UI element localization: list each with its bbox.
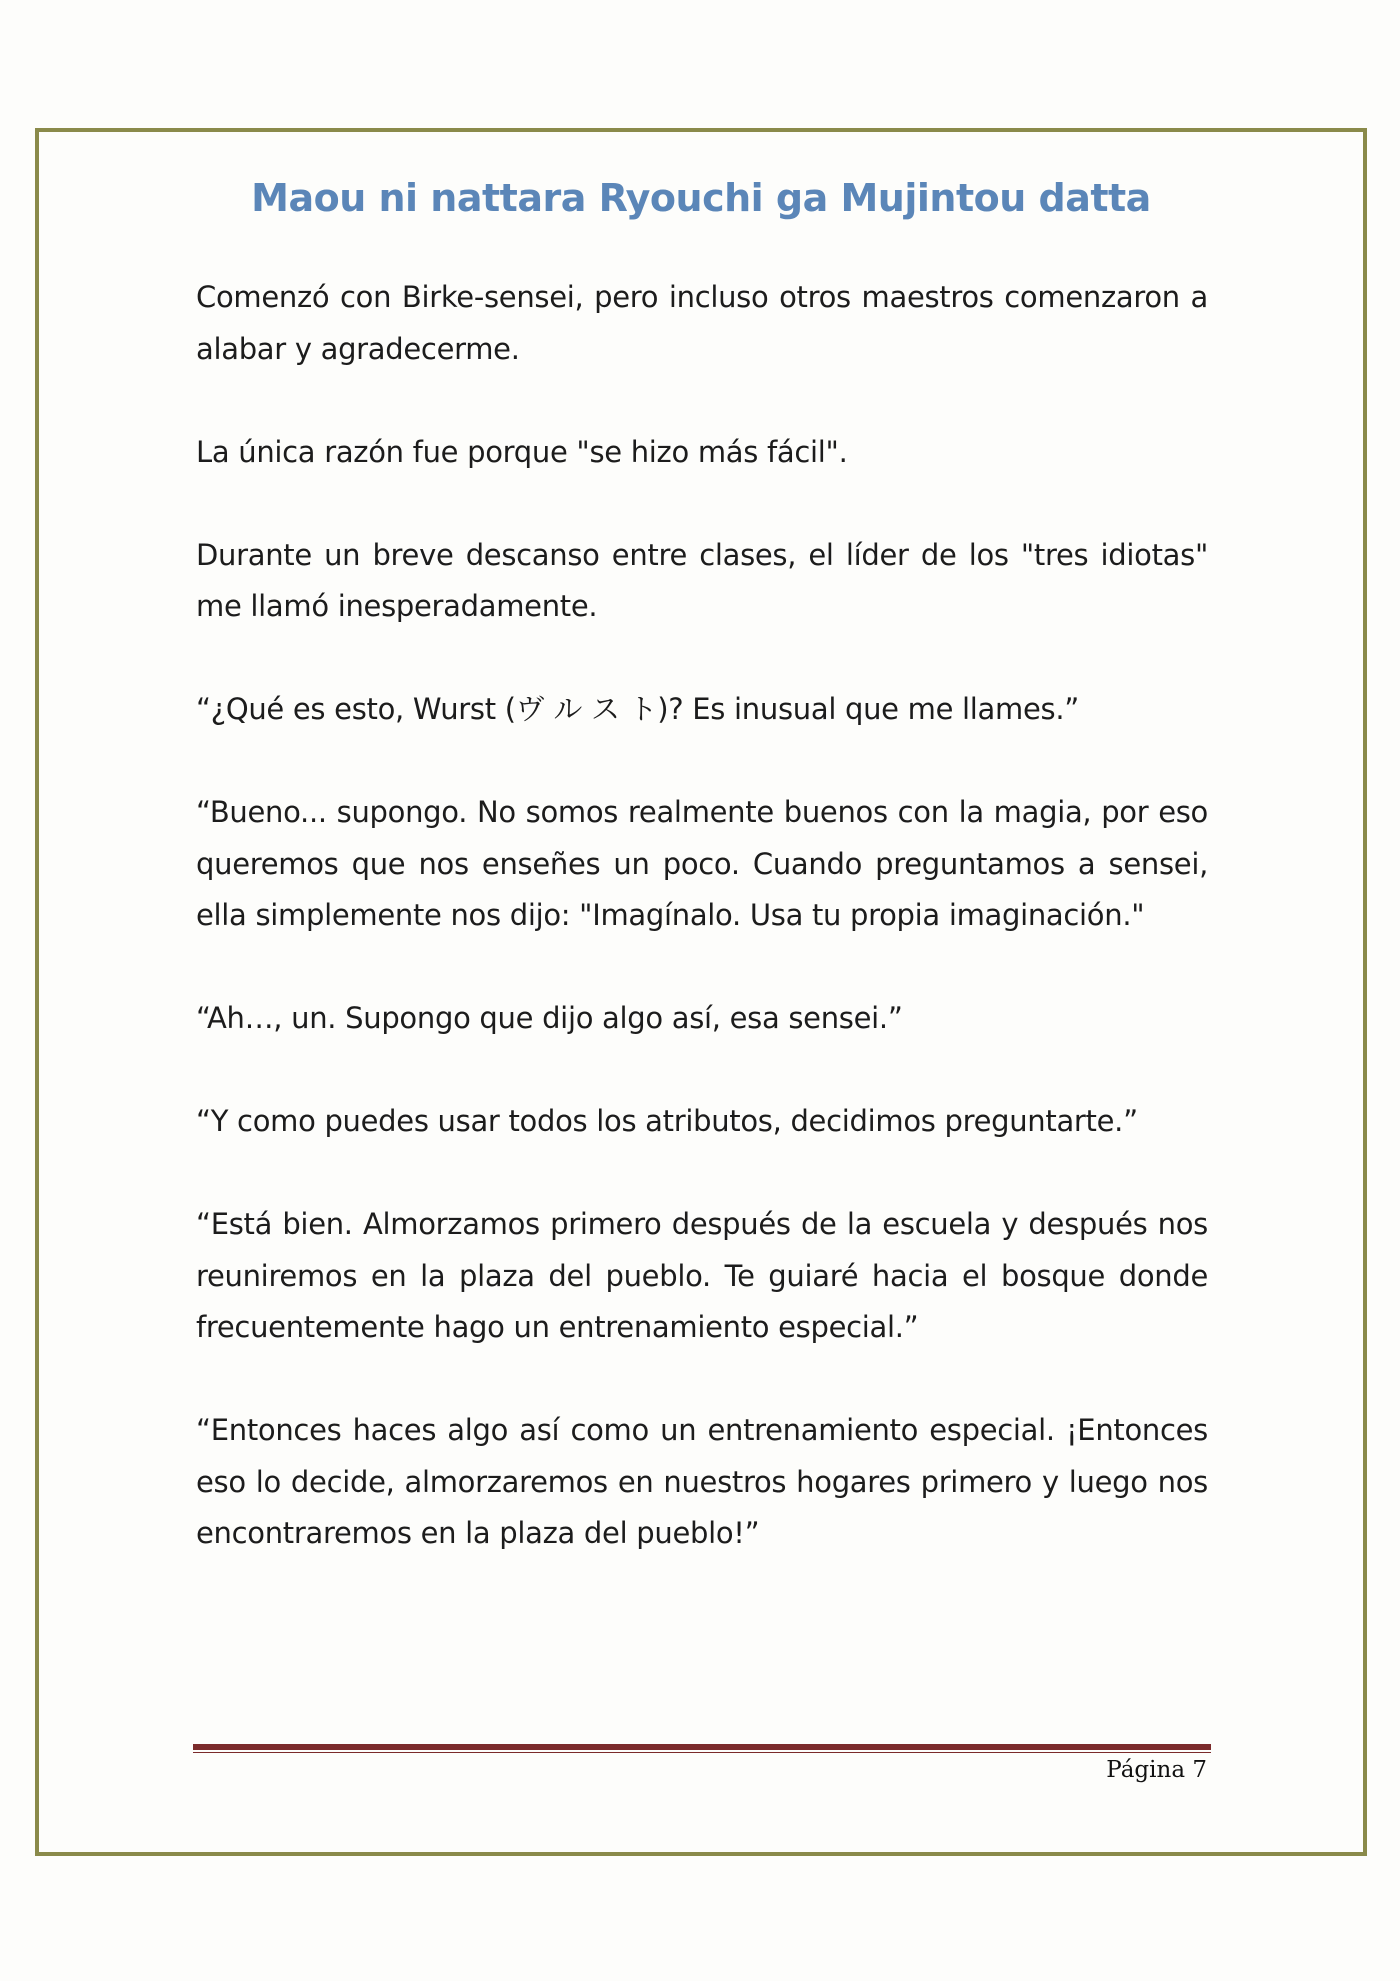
footer-divider-thin: [193, 1752, 1211, 1753]
page-frame: [35, 128, 1367, 1856]
paragraph: “Entonces haces algo así como un entrenamiento especial. ¡Entonces eso lo decide, almorzaremos en nuestros hogares primero y luego nos encontraremos en la plaza del pueblo!”: [196, 1413, 1208, 1550]
paragraph: “¿Qué es esto, Wurst (ヴ ル ス ト)? Es inusual que me llames.”: [196, 692, 1079, 726]
paragraph: Comenzó con Birke-sensei, pero incluso otros maestros comenzaron a alabar y agradecerme.: [196, 280, 1208, 366]
paragraph: Durante un breve descanso entre clases, el líder de los "tres idiotas" me llamó inesperadamente.: [196, 537, 1208, 623]
document-title: Maou ni nattara Ryouchi ga Mujintou datta: [251, 176, 1151, 220]
paragraph: La única razón fue porque "se hizo más fácil".: [196, 434, 848, 469]
paragraph: “Está bien. Almorzamos primero después de la escuela y después nos reuniremos en la plaza del pueblo. Te guiaré hacia el bosque donde frecuentemente hago un entrenamiento especial.”: [196, 1207, 1208, 1344]
paragraph: “Y como puedes usar todos los atributos, decidimos preguntarte.”: [196, 1104, 1138, 1138]
footer-divider: [193, 1744, 1211, 1750]
document-body: [196, 272, 1208, 1611]
paragraph: “Bueno... supongo. No somos realmente buenos con la magia, por eso queremos que nos enseñes un poco. Cuando preguntamos a sensei, ella simplemente nos dijo: "Imagínalo. Usa tu propia imaginación.": [196, 795, 1208, 932]
page-number: Página 7: [1106, 1757, 1207, 1783]
paragraph: “Ah…, un. Supongo que dijo algo así, esa sensei.”: [196, 1001, 903, 1035]
